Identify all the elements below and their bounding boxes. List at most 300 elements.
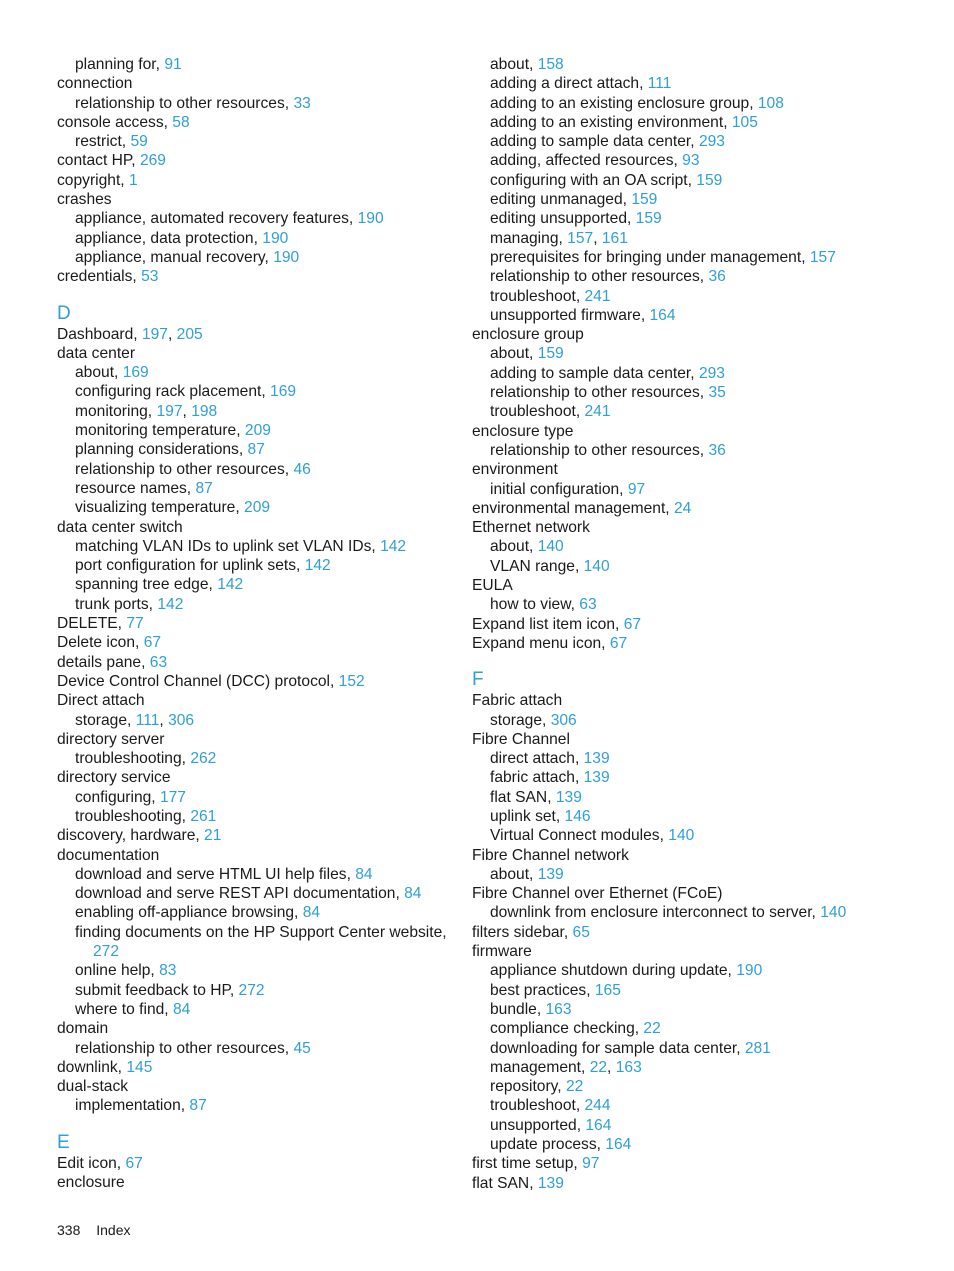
- page-link[interactable]: 272: [93, 943, 120, 961]
- page-footer: [57, 1222, 131, 1238]
- index-term: relationship to other resources,: [490, 441, 709, 459]
- index-subentry: [57, 595, 452, 614]
- index-term: dual-stack: [57, 1078, 129, 1096]
- index-term: management,: [490, 1058, 590, 1076]
- index-entry: [57, 614, 452, 633]
- index-term: uplink set,: [490, 807, 565, 825]
- page-link[interactable]: 205: [176, 325, 203, 343]
- index-entry: [57, 672, 452, 691]
- page-link[interactable]: 87: [189, 1097, 207, 1115]
- index-term: copyright,: [57, 171, 129, 189]
- index-section-letter: E: [57, 1131, 70, 1153]
- index-subentry: [472, 287, 902, 306]
- page-link[interactable]: 22: [589, 1058, 608, 1076]
- page-link[interactable]: 281: [744, 1039, 771, 1057]
- index-term: EULA: [472, 577, 513, 595]
- index-subentry: [472, 74, 902, 93]
- index-term: Expand menu icon,: [472, 634, 610, 652]
- index-term: enabling off-appliance browsing,: [75, 904, 303, 922]
- index-subentry: [472, 306, 902, 325]
- index-entry: [472, 1154, 902, 1173]
- page-link[interactable]: 97: [627, 480, 646, 498]
- index-subentry: [57, 209, 452, 228]
- index-subentry: [472, 788, 902, 807]
- index-term: managing,: [490, 229, 568, 247]
- page-link[interactable]: 272: [238, 981, 265, 999]
- page-link[interactable]: 140: [668, 827, 695, 845]
- page-link[interactable]: 21: [204, 827, 222, 845]
- footer-section-title: Index: [96, 1222, 131, 1238]
- index-term: storage,: [490, 711, 551, 729]
- page-link[interactable]: 67: [125, 1154, 143, 1172]
- index-term: relationship to other resources,: [75, 1039, 294, 1057]
- index-entry: [472, 615, 902, 634]
- index-entry: [57, 171, 452, 190]
- page-link[interactable]: 111: [647, 75, 672, 93]
- index-term: appliance, automated recovery features,: [75, 210, 358, 228]
- index-term: troubleshooting,: [75, 807, 191, 825]
- page-link[interactable]: 209: [244, 422, 271, 440]
- page-link[interactable]: 35: [708, 384, 726, 402]
- page-link[interactable]: 105: [731, 113, 758, 131]
- index-term: prerequisites for bringing under management,: [490, 248, 810, 266]
- index-subentry: monitoring, 197, 198: [75, 402, 218, 420]
- page-link[interactable]: 140: [820, 904, 847, 922]
- index-term: configuring with an OA script,: [490, 171, 697, 189]
- page-link[interactable]: 22: [643, 1020, 661, 1038]
- index-term: implementation,: [75, 1097, 190, 1115]
- page-link[interactable]: 198: [191, 402, 218, 420]
- index-term: Virtual Connect modules,: [490, 827, 669, 845]
- index-entry: [472, 942, 902, 961]
- index-subentry: [57, 421, 452, 440]
- index-subentry: [472, 981, 902, 1000]
- page-link[interactable]: 241: [584, 403, 611, 421]
- index-subentry: [57, 229, 452, 248]
- index-term: about,: [490, 538, 538, 556]
- index-subentry: [472, 903, 902, 922]
- index-term: console access,: [57, 113, 173, 131]
- index-subentry: [57, 1039, 452, 1058]
- index-term: relationship to other resources,: [490, 268, 709, 286]
- index-term: directory service: [57, 769, 171, 787]
- index-term: storage,: [75, 711, 136, 729]
- index-entry: [57, 190, 452, 209]
- index-term: Ethernet network: [472, 519, 590, 537]
- index-subentry: storage, 111, 306: [75, 711, 195, 729]
- index-section-letter: D: [57, 302, 71, 324]
- index-subentry: [472, 441, 902, 460]
- index-subentry: [57, 749, 452, 768]
- page-link[interactable]: 261: [190, 807, 217, 825]
- index-term: planning considerations,: [75, 441, 248, 459]
- page-link[interactable]: 145: [126, 1058, 153, 1076]
- index-subentry: [472, 1116, 902, 1135]
- page-link[interactable]: 67: [609, 634, 628, 652]
- index-entry: [57, 1019, 452, 1038]
- footer-page-number: 338: [57, 1222, 81, 1238]
- index-subentry: [472, 402, 902, 421]
- index-term: Dashboard,: [57, 325, 142, 343]
- page-link[interactable]: 163: [615, 1058, 642, 1076]
- page-link[interactable]: 142: [217, 576, 244, 594]
- page-link[interactable]: 36: [708, 268, 726, 286]
- index-term: downlink,: [57, 1058, 127, 1076]
- index-subentry: [472, 151, 902, 170]
- page-link[interactable]: 159: [537, 345, 564, 363]
- page-link[interactable]: 139: [583, 750, 610, 768]
- index-term: data center switch: [57, 518, 183, 536]
- page-link[interactable]: 190: [357, 210, 384, 228]
- page-link[interactable]: 46: [293, 460, 311, 478]
- index-term: repository,: [490, 1078, 566, 1096]
- index-subentry: [472, 132, 902, 151]
- page-link[interactable]: 306: [550, 711, 577, 729]
- index-term: troubleshoot,: [490, 1097, 585, 1115]
- index-subentry: [472, 768, 902, 787]
- index-entry: [57, 633, 452, 652]
- index-term: configuring,: [75, 788, 160, 806]
- page-link[interactable]: 159: [696, 171, 723, 189]
- page-link[interactable]: 152: [338, 672, 365, 690]
- index-term: monitoring temperature,: [75, 422, 245, 440]
- page-link[interactable]: 93: [682, 152, 700, 170]
- page-link[interactable]: 241: [584, 287, 611, 305]
- index-term: adding to sample data center,: [490, 364, 699, 382]
- page-link[interactable]: 159: [635, 210, 662, 228]
- index-term: Device Control Channel (DCC) protocol,: [57, 672, 339, 690]
- page-link[interactable]: 24: [673, 499, 692, 517]
- page-link[interactable]: 244: [584, 1097, 611, 1115]
- page-link[interactable]: 84: [172, 1000, 191, 1018]
- index-term: enclosure type: [472, 422, 574, 440]
- page-link[interactable]: 91: [164, 56, 182, 73]
- index-entry: [472, 518, 902, 537]
- index-subentry: [472, 826, 902, 845]
- page-link[interactable]: 139: [537, 865, 564, 883]
- index-term: domain: [57, 1020, 109, 1038]
- page-link[interactable]: 87: [195, 479, 213, 497]
- index-subentry: [57, 1000, 452, 1019]
- index-subentry: [57, 884, 452, 903]
- page-link[interactable]: 83: [159, 962, 177, 980]
- page-link[interactable]: 36: [708, 441, 726, 459]
- page-link[interactable]: 161: [601, 229, 628, 247]
- page-link[interactable]: 269: [139, 152, 166, 170]
- page-link[interactable]: 139: [583, 769, 610, 787]
- index-term: trunk ports,: [75, 595, 158, 613]
- index-subentry: [472, 961, 902, 980]
- index-subentry: [57, 132, 452, 151]
- index-subentry: [472, 55, 902, 74]
- index-entry: [472, 730, 902, 749]
- index-entry: [57, 151, 452, 170]
- page-link[interactable]: 87: [247, 441, 265, 459]
- page-link[interactable]: 158: [537, 56, 564, 73]
- index-entry: [57, 826, 452, 845]
- page-link[interactable]: 58: [172, 113, 190, 131]
- page-link[interactable]: 140: [537, 538, 564, 556]
- index-entry: [472, 1174, 902, 1193]
- index-term: first time setup,: [472, 1155, 583, 1173]
- index-subentry: [472, 807, 902, 826]
- page-link[interactable]: 293: [698, 133, 725, 151]
- index-term: resource names,: [75, 479, 196, 497]
- page-link[interactable]: 45: [293, 1039, 311, 1057]
- page-link[interactable]: 165: [594, 981, 621, 999]
- index-subentry: [472, 94, 902, 113]
- page-link[interactable]: 140: [583, 557, 610, 575]
- index-entry: [57, 518, 452, 537]
- index-subentry: [57, 903, 452, 922]
- index-entry: [472, 846, 902, 865]
- index-subentry: [57, 55, 452, 74]
- page-link[interactable]: 159: [631, 191, 658, 209]
- index-subentry: [472, 1019, 902, 1038]
- index-term: download and serve HTML UI help files,: [75, 865, 356, 883]
- page-link[interactable]: 209: [244, 499, 271, 517]
- index-term: directory server: [57, 730, 165, 748]
- index-term: troubleshooting,: [75, 750, 191, 768]
- page-link[interactable]: 293: [698, 364, 725, 382]
- index-term: where to find,: [75, 1000, 173, 1018]
- page-link[interactable]: 139: [537, 1174, 564, 1192]
- index-term: downlink from enclosure interconnect to server,: [490, 904, 821, 922]
- index-term: Fibre Channel: [472, 730, 570, 748]
- index-term: restrict,: [75, 133, 131, 151]
- index-entry: [472, 691, 902, 710]
- index-term: flat SAN,: [472, 1174, 538, 1192]
- index-term: appliance, data protection,: [75, 229, 263, 247]
- index-subentry: [472, 865, 902, 884]
- index-term: how to view,: [490, 596, 580, 614]
- page-link[interactable]: 262: [190, 750, 217, 768]
- page-link[interactable]: 142: [304, 557, 331, 575]
- index-entry: [472, 576, 902, 595]
- index-term: configuring rack placement,: [75, 383, 271, 401]
- index-term: environmental management,: [472, 499, 674, 517]
- index-subentry: [472, 364, 902, 383]
- index-subentry: [57, 1096, 452, 1115]
- index-entry: Dashboard, 197, 205: [57, 325, 203, 343]
- index-subentry: [472, 537, 902, 556]
- index-subentry: [472, 557, 902, 576]
- page-link[interactable]: 164: [585, 1116, 612, 1134]
- index-term: Edit icon,: [57, 1154, 126, 1172]
- index-entry: [57, 768, 452, 787]
- page-link[interactable]: 77: [126, 615, 144, 633]
- index-term: monitoring,: [75, 402, 157, 420]
- index-term: submit feedback to HP,: [75, 981, 239, 999]
- index-term: compliance checking,: [490, 1020, 644, 1038]
- index-term: documentation: [57, 846, 160, 864]
- index-term: appliance, manual recovery,: [75, 248, 274, 266]
- page-link[interactable]: 111: [135, 711, 160, 729]
- index-entry: [57, 1058, 452, 1077]
- index-subentry: managing, 157, 161: [490, 229, 628, 247]
- index-term: discovery, hardware,: [57, 827, 205, 845]
- index-entry: [57, 344, 452, 363]
- page-link[interactable]: 84: [302, 904, 321, 922]
- page-link[interactable]: 63: [149, 653, 168, 671]
- index-term: editing unmanaged,: [490, 191, 632, 209]
- page-link[interactable]: 142: [157, 595, 184, 613]
- page-link[interactable]: 177: [159, 788, 186, 806]
- index-entry: [472, 422, 902, 441]
- index-term: adding to sample data center,: [490, 133, 699, 151]
- index-column-right: [472, 55, 902, 1193]
- index-subentry: [472, 1096, 902, 1115]
- index-term: credentials,: [57, 268, 142, 286]
- index-subentry: [57, 382, 452, 401]
- page-link[interactable]: 197: [156, 402, 183, 420]
- page-link[interactable]: 22: [565, 1078, 584, 1096]
- index-subentry: [472, 1077, 902, 1096]
- index-term: downloading for sample data center,: [490, 1039, 745, 1057]
- page-link[interactable]: 164: [649, 306, 676, 324]
- index-term: adding to an existing enclosure group,: [490, 94, 758, 112]
- index-subentry: [57, 788, 452, 807]
- index-entry: [57, 730, 452, 749]
- index-term: crashes: [57, 191, 112, 209]
- page-link[interactable]: 97: [582, 1155, 600, 1173]
- index-entry: [57, 113, 452, 132]
- page-link[interactable]: 53: [141, 268, 159, 286]
- index-term: Delete icon,: [57, 634, 144, 652]
- index-subentry: [57, 556, 452, 575]
- index-entry: [57, 1154, 452, 1173]
- index-subentry: [57, 923, 452, 962]
- index-term: relationship to other resources,: [490, 384, 709, 402]
- index-term: update process,: [490, 1136, 606, 1154]
- index-term: Direct attach: [57, 692, 145, 710]
- page-link[interactable]: 190: [273, 248, 300, 266]
- index-term: port configuration for uplink sets,: [75, 557, 305, 575]
- page-link[interactable]: 306: [168, 711, 195, 729]
- index-term: about,: [490, 56, 538, 73]
- index-subentry: [472, 1039, 902, 1058]
- index-subentry: [57, 537, 452, 556]
- index-entry: [57, 653, 452, 672]
- index-term: troubleshoot,: [490, 287, 585, 305]
- index-subentry: [472, 595, 902, 614]
- index-entry: [472, 634, 902, 653]
- page-link[interactable]: 67: [143, 634, 162, 652]
- index-term: relationship to other resources,: [75, 460, 294, 478]
- page-link[interactable]: 190: [736, 962, 763, 980]
- index-term: VLAN range,: [490, 557, 584, 575]
- index-term: online help,: [75, 962, 160, 980]
- page-link[interactable]: 63: [579, 596, 597, 614]
- index-term: initial configuration,: [490, 480, 628, 498]
- page-link[interactable]: 67: [623, 615, 642, 633]
- index-subentry: [472, 711, 902, 730]
- index-term: planning for,: [75, 56, 165, 73]
- index-term: about,: [490, 345, 538, 363]
- index-term: Fibre Channel over Ethernet (FCoE): [472, 885, 723, 903]
- index-term: about,: [490, 865, 538, 883]
- index-subentry: [57, 479, 452, 498]
- index-entry: [472, 325, 902, 344]
- page-link[interactable]: 33: [293, 94, 311, 112]
- page-link[interactable]: 169: [270, 383, 297, 401]
- page-link[interactable]: 59: [130, 133, 148, 151]
- index-column-left: [57, 55, 452, 1192]
- index-subentry: [57, 961, 452, 980]
- page-link[interactable]: 163: [545, 1000, 572, 1018]
- index-entry: [472, 460, 902, 479]
- index-subentry: [472, 171, 902, 190]
- page-link[interactable]: 139: [555, 788, 582, 806]
- index-entry: [472, 499, 902, 518]
- page-link[interactable]: 1: [128, 171, 138, 189]
- page-link[interactable]: 146: [564, 807, 591, 825]
- index-term: Fabric attach: [472, 692, 563, 710]
- page-link[interactable]: 197: [141, 325, 168, 343]
- index-term: data center: [57, 344, 136, 362]
- page-link[interactable]: 164: [605, 1136, 632, 1154]
- page-link[interactable]: 65: [572, 923, 590, 941]
- index-term: adding a direct attach,: [490, 75, 648, 93]
- index-term: about,: [75, 364, 123, 382]
- index-term: editing unsupported,: [490, 210, 636, 228]
- index-subentry: [57, 575, 452, 594]
- index-entry: [57, 1173, 452, 1192]
- index-term: fabric attach,: [490, 769, 584, 787]
- page-link[interactable]: 190: [262, 229, 289, 247]
- index-subentry: [472, 749, 902, 768]
- index-term: Fibre Channel network: [472, 846, 629, 864]
- page-link[interactable]: 108: [757, 94, 784, 112]
- index-subentry: [57, 248, 452, 267]
- index-subentry: [57, 363, 452, 382]
- index-subentry: [57, 94, 452, 113]
- page-link[interactable]: 84: [404, 885, 422, 903]
- index-subentry: [472, 1000, 902, 1019]
- index-subentry: [472, 113, 902, 132]
- index-subentry: [472, 190, 902, 209]
- index-subentry: management, 22, 163: [490, 1058, 642, 1076]
- index-term: filters sidebar,: [472, 923, 573, 941]
- index-entry: [57, 267, 452, 286]
- index-subentry: [57, 981, 452, 1000]
- page-link[interactable]: 157: [567, 229, 594, 247]
- index-subentry: [57, 498, 452, 517]
- index-term: matching VLAN IDs to uplink set VLAN IDs,: [75, 537, 381, 555]
- page-link[interactable]: 169: [122, 364, 149, 382]
- index-term: details pane,: [57, 653, 150, 671]
- index-term: adding to an existing environment,: [490, 113, 732, 131]
- index-term: adding, affected resources,: [490, 152, 683, 170]
- index-subentry: [472, 1135, 902, 1154]
- index-term: spanning tree edge,: [75, 576, 218, 594]
- index-term: enclosure: [57, 1174, 125, 1192]
- index-subentry: [472, 344, 902, 363]
- index-entry: [57, 846, 452, 865]
- page-link[interactable]: 142: [380, 537, 407, 555]
- page-link[interactable]: 157: [809, 248, 836, 266]
- index-term: direct attach,: [490, 750, 584, 768]
- index-term: contact HP,: [57, 152, 140, 170]
- index-term: visualizing temperature,: [75, 499, 245, 517]
- page-link[interactable]: 84: [355, 865, 373, 883]
- index-term: connection: [57, 75, 133, 93]
- index-term: Expand list item icon,: [472, 615, 624, 633]
- index-term: enclosure group: [472, 326, 584, 344]
- index-entry: [472, 884, 902, 903]
- index-term: best practices,: [490, 981, 595, 999]
- index-term: appliance shutdown during update,: [490, 962, 737, 980]
